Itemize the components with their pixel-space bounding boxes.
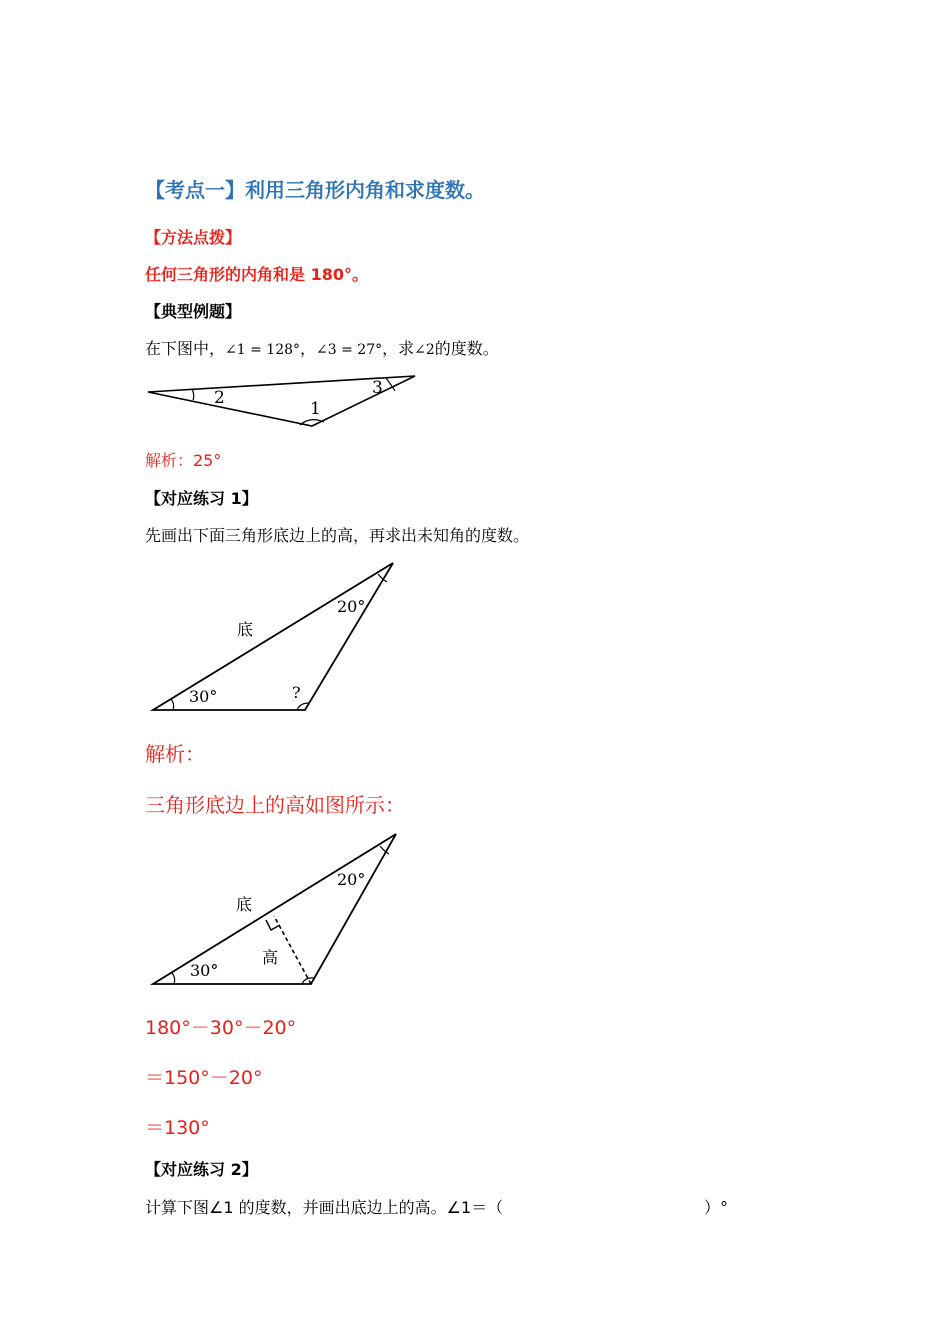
calc-line-2: ＝150°－20°	[145, 1067, 263, 1089]
method-text: 任何三角形的内角和是 180°。	[145, 265, 368, 284]
practice2-close: ）°	[704, 1198, 729, 1217]
practice2-label: 【对应练习 2】	[145, 1160, 258, 1179]
practice1-analysis-text: 三角形底边上的高如图所示：	[145, 793, 405, 817]
angle2-label: 2	[214, 388, 225, 408]
angle-left-label: 30°	[189, 687, 218, 706]
base-label: 底	[237, 620, 254, 639]
question-prefix: 在下图中，	[145, 339, 226, 358]
sol-height-label: 高	[262, 948, 279, 967]
angle3-label: 3	[372, 378, 383, 398]
sol-angle-left-label: 30°	[190, 961, 219, 980]
sol-angle-left-arc	[172, 973, 175, 984]
question-suffix: 的度数。	[434, 339, 499, 358]
angle1-label: 1	[310, 399, 321, 419]
angle2-ask: ∠2	[414, 342, 435, 358]
calc-line-1: 180°－30°－20°	[145, 1017, 297, 1039]
calc-line-3: ＝130°	[145, 1117, 210, 1139]
question-mid: ，求	[382, 339, 415, 358]
angle3-given: ∠3 = 27°	[316, 342, 383, 358]
method-label: 【方法点拨】	[145, 228, 242, 247]
sol-base-label: 底	[236, 895, 253, 914]
angle-unknown-label: ?	[292, 683, 301, 702]
height-line	[274, 916, 311, 984]
section-title: 【考点一】利用三角形内角和求度数。	[145, 178, 485, 202]
practice2-question: 计算下图∠1 的度数，并画出底边上的高。∠1＝（	[145, 1198, 504, 1217]
sol-angle-top-label: 20°	[337, 870, 366, 889]
example-question	[145, 336, 499, 359]
practice1-triangle-figure	[145, 558, 400, 716]
angle-top-label: 20°	[337, 597, 366, 616]
practice1-solution-figure	[148, 830, 403, 990]
angle1-given: ∠1 = 128°	[225, 342, 301, 358]
practice1-analysis-label: 解析：	[145, 742, 205, 766]
example-label: 【典型例题】	[145, 302, 242, 321]
question-sep: ，	[300, 339, 317, 358]
practice1-label: 【对应练习 1】	[145, 489, 258, 508]
example-triangle-figure	[140, 370, 425, 432]
practice1-question: 先画出下面三角形底边上的高，再求出未知角的度数。	[145, 526, 530, 545]
angle-left-arc	[171, 699, 174, 710]
example-answer: 解析：25°	[145, 451, 222, 470]
angle2-arc	[192, 389, 194, 400]
